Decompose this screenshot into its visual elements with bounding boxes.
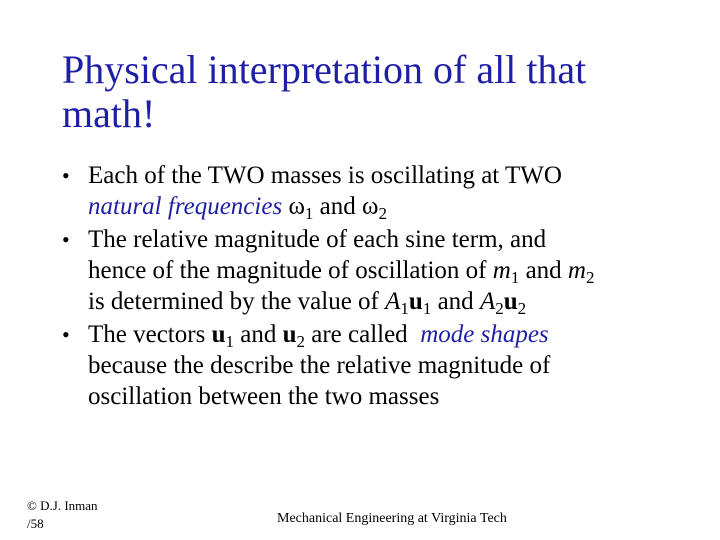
subscript: 1	[510, 268, 520, 287]
bullet-marker: •	[62, 322, 70, 347]
copyright-text: © D.J. Inman	[27, 498, 98, 513]
subscript: 2	[585, 268, 595, 287]
natural-frequencies-term: natural frequencies	[88, 193, 283, 220]
vector-symbol: u	[503, 288, 518, 315]
omega-symbol: ω	[288, 193, 305, 220]
title-line-1: Physical interpretation of all that	[62, 47, 587, 92]
bullet-1-text: Each of the TWO masses is oscillating at TWO	[88, 162, 562, 189]
subscript: 2	[378, 204, 387, 223]
bullet-item-2	[62, 224, 662, 317]
bullet-3-text: The vectors	[88, 321, 206, 348]
mode-shapes-term: mode shapes	[420, 321, 549, 348]
mass-symbol: m	[492, 257, 511, 284]
bullet-2-text: is determined by the value of	[88, 288, 379, 315]
subscript: 2	[296, 332, 305, 351]
vector-symbol: u	[211, 321, 226, 348]
bullet-marker: •	[62, 227, 70, 252]
slide-title	[62, 48, 682, 136]
subscript: 2	[495, 299, 504, 318]
and-word: and	[525, 257, 562, 284]
subscript: 2	[517, 299, 527, 318]
vector-symbol: u	[282, 321, 297, 348]
amplitude-symbol: A	[479, 288, 496, 315]
and-word: and	[240, 321, 277, 348]
subscript: 1	[400, 299, 409, 318]
vector-symbol: u	[408, 288, 423, 315]
footer-institution: Mechanical Engineering at Virginia Tech	[277, 511, 507, 526]
bullet-2-text: hence of the magnitude of oscillation of	[88, 257, 487, 284]
bullet-item-1	[62, 160, 662, 222]
omega-symbol: ω	[362, 193, 379, 220]
mass-symbol: m	[567, 257, 586, 284]
and-word: and	[319, 193, 356, 220]
title-line-2: math!	[62, 91, 156, 136]
bullet-marker: •	[62, 163, 70, 188]
bullet-2-text: The relative magnitude of each sine term, and	[88, 226, 547, 253]
subscript: 1	[422, 299, 432, 318]
bullet-3-text: are called	[311, 321, 408, 348]
slide-number: /58	[27, 516, 44, 531]
bullet-3-text: oscillation between the two masses	[88, 383, 440, 410]
subscript: 1	[304, 204, 314, 223]
footer-copyright-block	[27, 497, 98, 533]
bullet-list	[62, 160, 662, 414]
amplitude-symbol: A	[385, 288, 401, 315]
and-word: and	[437, 288, 474, 315]
bullet-3-text: because the describe the relative magnitude of	[88, 352, 551, 379]
bullet-item-3	[62, 319, 662, 412]
subscript: 1	[225, 332, 234, 351]
